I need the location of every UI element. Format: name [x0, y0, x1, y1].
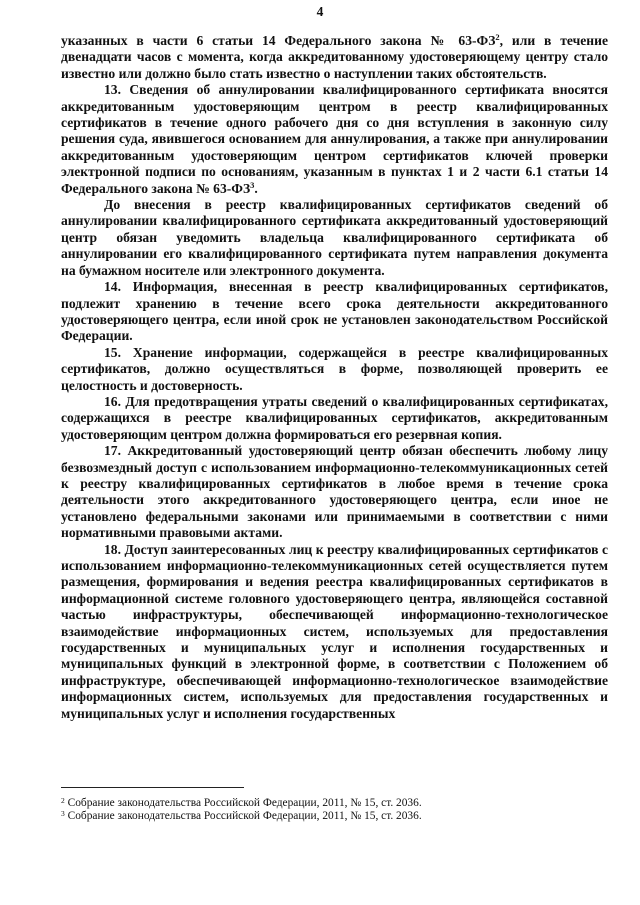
footnote-3-text: Собрание законодательства Российской Федерации, 2011, № 15, ст. 2036.: [67, 810, 422, 823]
footnote-divider: [61, 787, 244, 788]
paragraph-16: 16. Для предотвращения утраты сведений о квалифицированных сертификатах, содержащихся в реестре квалифицированных сертификатов, аккредитованным удостоверяющим центром должна формироваться его резервная копия.: [61, 393, 608, 442]
paragraph-13: [61, 82, 608, 197]
paragraph-15: 15. Хранение информации, содержащейся в реестре квалифицированных сертификатов, должно осуществляться в форме, позволяющей проверить ее целостность и достоверность.: [61, 344, 608, 393]
paragraph-18: 18. Доступ заинтересованных лиц к реестру квалифицированных сертификатов с использованием информационно-телекоммуникационных сетей осуществляется путем размещения, формирования и ведения реестра квалифицированных сертификатов в информационной системе головного удостоверяющего центра, являющейся составной частью инфраструктуры, обеспечивающей информационно-технологическое взаимодействие информационных систем, используемых для предоставления государственных и муниципальных услуг и исполнения государственных и муниципальных функций в электронной форме, в соответствии с Положением об инфраструктуре, обеспечивающей информационно-технологическое взаимодействие информационных систем, используемых для предоставления государственных и муниципальных услуг и исполнения государственных: [61, 541, 608, 721]
paragraph-14: 14. Информация, внесенная в реестр квалифицированных сертификатов, подлежит хранению в течение всего срока деятельности аккредитованного удостоверяющего центра, если иной срок не установлен законодательством Российской Федерации.: [61, 279, 608, 344]
paragraph-continuation: [61, 33, 608, 82]
footnotes: [61, 797, 608, 824]
footnote-2-text: Собрание законодательства Российской Федерации, 2011, № 15, ст. 2036.: [67, 797, 422, 809]
body-text: [61, 33, 608, 722]
footnote-3-mark: 3: [61, 809, 65, 819]
footnote-ref-2[interactable]: 2: [495, 32, 500, 42]
footnote-3: [61, 810, 608, 823]
continuation-text-end: , или в течение двенадцати часов с момента, когда аккредитованному удостоверяющему центру стало известно или должно было стать известно о наступлении таких обстоятельств.: [61, 33, 608, 81]
paragraph-17: 17. Аккредитованный удостоверяющий центр обязан обеспечить любому лицу безвозмездный доступ с использованием информационно-телекоммуникационных сетей к реестру квалифицированных сертификатов в любое время в течение срока деятельности этого аккредитованного удостоверяющего центра, если иное не установлено федеральными законами или принимаемыми в соответствии с ними нормативными правовыми актами.: [61, 443, 608, 541]
paragraph-13-notice: До внесения в реестр квалифицированных сертификатов сведений об аннулировании квалифицированного сертификата аккредитованный удостоверяющий центр обязан уведомить владельца квалифицированного сертификата об аннулировании его квалифицированного сертификата путем направления документа на бумажном носителе или электронного документа.: [61, 197, 608, 278]
footnote-2-mark: 2: [61, 796, 65, 805]
footnote-ref-3[interactable]: 3: [250, 179, 255, 190]
paragraph-13-text: 13. Сведения об аннулировании квалифицированного сертификата вносятся аккредитованным удостоверяющим центром в реестр квалифицированных сертификатов в течение одного рабочего дня со дня вступления в законную силу решения суда, явившегося основанием для аннулирования, а также при аннулировании аккредитованным удостоверяющим центром сертификатов ключей проверки электронной подписи по основаниям, указанным в пунктах 1 и 2 части 6.1 статьи 14 Федерального закона № 63-ФЗ: [61, 82, 608, 196]
continuation-text-start: указанных в части 6 статьи 14 Федерального закона № 63-ФЗ: [61, 33, 496, 48]
paragraph-13-end: .: [254, 180, 258, 196]
footnote-2: [61, 797, 608, 810]
page-number: 4: [316, 4, 324, 19]
